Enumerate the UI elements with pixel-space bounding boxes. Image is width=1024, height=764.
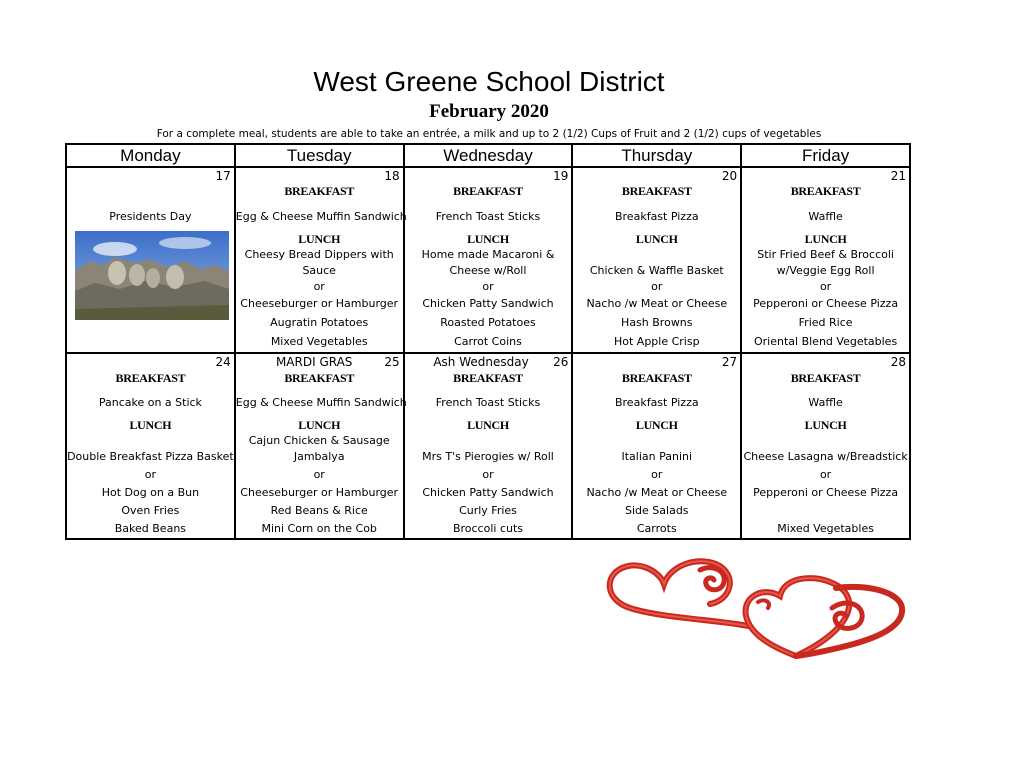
breakfast-item: French Toast Sticks [435,210,541,223]
lunch-heading: LUNCH [467,418,509,432]
month-subtitle: February 2020 [429,101,549,122]
lunch-heading: LUNCH [635,232,678,246]
event-label: Ash Wednesday [433,355,529,369]
day-number: 19 [553,169,569,183]
day-cell-17 [66,167,235,353]
or-label: or [482,280,494,293]
or-label: or [819,468,832,481]
side-item: Roasted Potatoes [440,316,536,329]
side-item: Augratin Potatoes [270,316,369,329]
lunch-alt-item: Pepperoni or Cheese Pizza [753,297,899,310]
breakfast-item: Breakfast Pizza [614,396,699,409]
lunch-alt-item: Nacho /w Meat or Cheese [586,486,728,499]
day-cell-19 [404,167,573,353]
breakfast-heading: BREAKFAST [621,184,692,198]
lunch-item: Sauce [302,264,336,277]
lunch-item: Chicken & Waffle Basket [589,264,724,277]
side-item: Mixed Vegetables [270,335,368,348]
lunch-item: Cheese Lasagna w/Breadstick [743,450,908,463]
event-label: MARDI GRAS [275,355,353,369]
side-item: Carrot Coins [454,335,522,348]
or-label: or [819,280,832,293]
lunch-item: Cheese w/Roll [449,264,527,277]
breakfast-heading: BREAKFAST [790,371,861,385]
day-number: 24 [215,355,231,369]
side-item: Hot Apple Crisp [613,335,700,348]
day-number: 26 [553,355,569,369]
breakfast-item: Egg & Cheese Muffin Sandwich [235,210,407,223]
lunch-heading: LUNCH [129,418,172,432]
day-number: 27 [721,355,738,369]
day-header-wednesday: Wednesday [404,144,573,167]
valentine-hearts-icon [600,548,910,660]
breakfast-item: French Toast Sticks [435,396,541,409]
lunch-alt-item: Cheeseburger or Hamburger [240,297,399,310]
lunch-item: Double Breakfast Pizza Basket [67,450,234,463]
day-header-thursday: Thursday [572,144,741,167]
lunch-heading: LUNCH [298,232,341,246]
day-cell-20 [572,167,741,353]
day-cell-24 [66,353,235,539]
breakfast-item: Waffle [808,396,843,409]
holiday-label: Presidents Day [109,210,192,223]
lunch-alt-item: Hot Dog on a Bun [101,486,200,499]
side-item: Carrots [636,522,677,535]
or-label: or [313,280,325,293]
lunch-item: w/Veggie Egg Roll [776,264,875,277]
lunch-alt-item: Chicken Patty Sandwich [422,486,554,499]
lunch-item: Stir Fried Beef & Broccoli [757,248,894,261]
or-label: or [313,468,325,481]
lunch-alt-item: Chicken Patty Sandwich [422,297,554,310]
breakfast-heading: BREAKFAST [621,371,692,385]
breakfast-heading: BREAKFAST [284,371,355,385]
day-header-tuesday: Tuesday [235,144,404,167]
lunch-heading: LUNCH [635,418,678,432]
breakfast-heading: BREAKFAST [790,184,861,198]
breakfast-heading: BREAKFAST [453,184,523,198]
day-header-friday: Friday [741,144,910,167]
day-number: 21 [890,169,906,183]
or-label: or [651,468,663,481]
side-item: Baked Beans [114,522,187,535]
lunch-heading: LUNCH [804,418,847,432]
or-label: or [651,280,663,293]
day-number: 18 [384,169,400,183]
side-item: Oriental Blend Vegetables [754,335,898,348]
breakfast-item: Egg & Cheese Muffin Sandwich [235,396,407,409]
side-item: Hash Browns [621,316,693,329]
lunch-item: Jambalya [293,450,345,463]
meal-note: For a complete meal, students are able to take an entrée, a milk and up to 2 (1/2) Cups of Fruit and 2 (1/2) cups of vegetables [156,128,822,140]
day-number: 25 [384,355,400,369]
side-item: Side Salads [625,504,689,517]
breakfast-item: Breakfast Pizza [614,210,699,223]
district-title: West Greene School District [313,66,665,97]
lunch-heading: LUNCH [804,232,847,246]
day-cell-18 [235,167,407,353]
lunch-item: Home made Macaroni & [421,248,555,261]
lunch-item: Mrs T's Pierogies w/ Roll [422,450,554,463]
lunch-item: Cajun Chicken & Sausage [248,434,390,447]
day-cell-21 [741,167,910,353]
breakfast-heading: BREAKFAST [115,371,186,385]
day-cell-26 [404,353,573,539]
day-cell-27 [572,353,741,539]
lunch-alt-item: Cheeseburger or Hamburger [240,486,399,499]
lunch-item: Cheesy Bread Dippers with [244,248,394,261]
day-header-monday: Monday [66,144,235,167]
or-label: or [144,468,157,481]
side-item: Curly Fries [459,504,517,517]
day-cell-28 [741,353,910,539]
side-item: Oven Fries [121,504,180,517]
breakfast-item: Pancake on a Stick [98,396,202,409]
lunch-alt-item: Pepperoni or Cheese Pizza [753,486,899,499]
lunch-item: Italian Panini [621,450,693,463]
mount-rushmore-image [75,231,229,320]
breakfast-heading: BREAKFAST [453,371,523,385]
side-item: Red Beans & Rice [270,504,368,517]
breakfast-heading: BREAKFAST [284,184,355,198]
day-number: 20 [721,169,738,183]
lunch-alt-item: Nacho /w Meat or Cheese [586,297,728,310]
lunch-heading: LUNCH [298,418,341,432]
side-item: Broccoli cuts [452,522,524,535]
day-cell-25 [235,353,407,539]
breakfast-item: Waffle [808,210,843,223]
side-item: Mini Corn on the Cob [261,522,377,535]
day-number: 17 [215,169,231,183]
menu-calendar [65,143,911,540]
lunch-heading: LUNCH [467,232,509,246]
side-item: Mixed Vegetables [777,522,874,535]
or-label: or [482,468,494,481]
day-number: 28 [890,355,906,369]
side-item: Fried Rice [798,316,853,329]
